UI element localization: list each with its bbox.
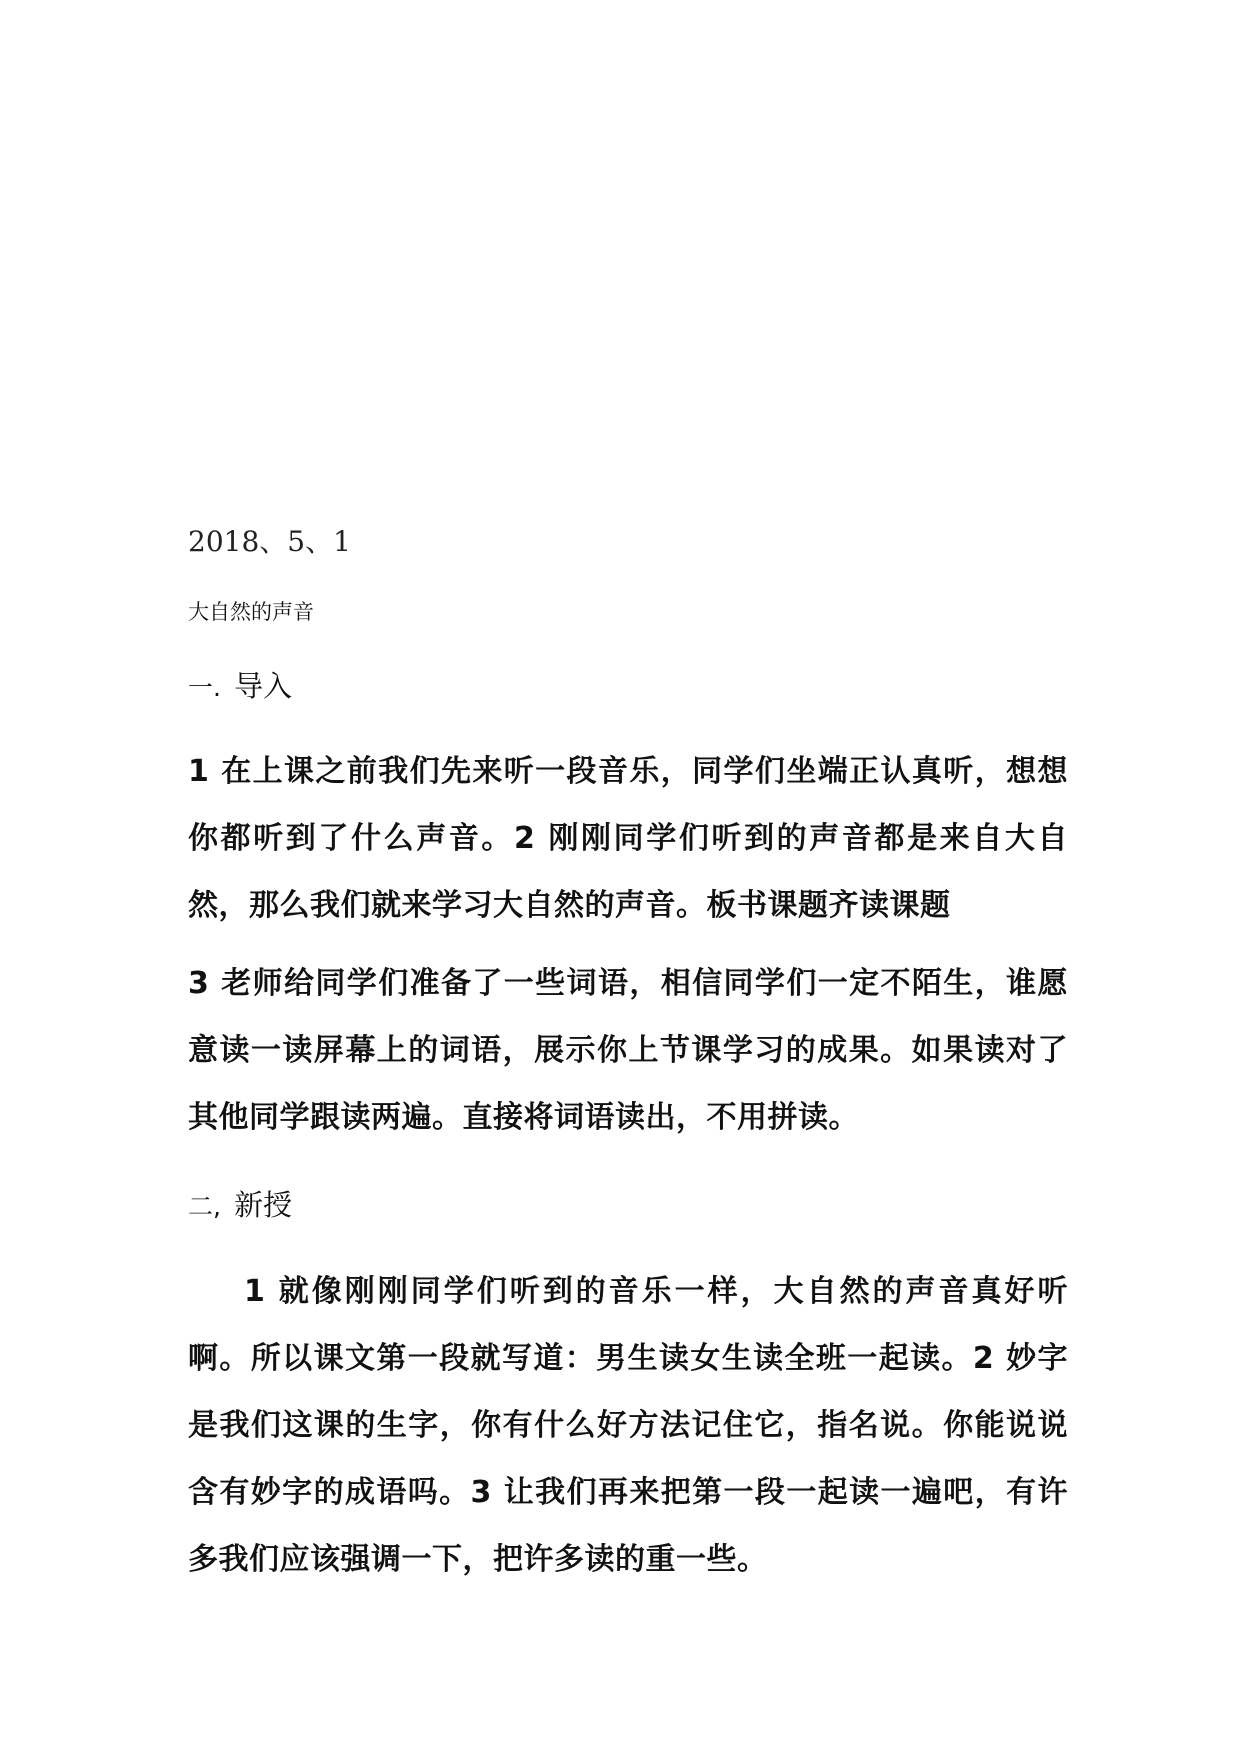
document-title: 大自然的声音 [188, 600, 314, 624]
document-date: 2018、5、1 [188, 525, 351, 558]
section-heading-new-lesson [188, 1185, 292, 1227]
paragraph-new-lesson [188, 1258, 1068, 1593]
section-heading-intro [188, 666, 292, 708]
section-title: 导入 [234, 669, 293, 703]
paragraph-intro-2: 3 老师给同学们准备了一些词语，相信同学们一定不陌生，谁愿意读一读屏幕上的词语，展示你上节课学习的成果。如果读对了其他同学跟读两遍。直接将词语读出，不用拼读。 [188, 966, 1068, 1135]
section-number: 一. [188, 673, 221, 702]
paragraph-intro-1: 1 在上课之前我们先来听一段音乐，同学们坐端正认真听，想想你都听到了什么声音。2 刚刚同学们听到的声音都是来自大自然，那么我们就来学习大自然的声音。板书课题齐读课题 [188, 754, 1068, 923]
paragraph-text: 1 就像刚刚同学们听到的音乐一样，大自然的声音真好听啊。所以课文第一段就写道：男生读女生读全班一起读。2 妙字是我们这课的生字，你有什么好方法记住它，指名说。你能说说含有妙字的成语吗。3 让我们再来把第一段一起读一遍吧，有许多我们应该强调一下，把许多读的重一些。 [188, 1274, 1068, 1577]
section-title: 新授 [234, 1188, 293, 1222]
section-number: 二, [188, 1192, 221, 1221]
